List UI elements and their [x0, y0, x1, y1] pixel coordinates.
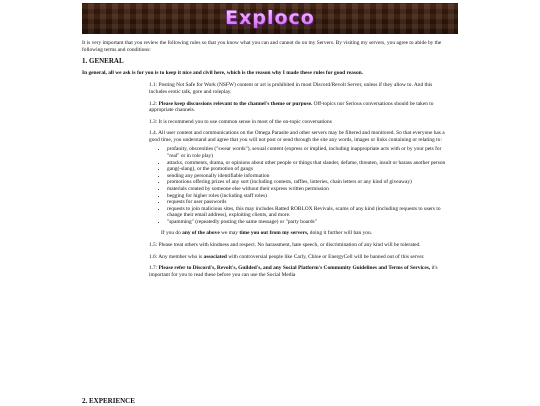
rule-1-2-prefix: 1.2: — [149, 100, 159, 107]
list-item: • sending any personally identifiable information — [167, 173, 449, 180]
list-item: • requests for user passwords — [167, 199, 449, 206]
rule-1-4: 1.4. All user content and communications on the Omega Parasite and other servers may be filtered and monitored. So that everyone has a good time, you understand and agree that you will not post or send through the site any words, images or links containing or relating to: — [149, 130, 445, 143]
rule-1-4-consequence — [161, 230, 449, 237]
banner-logo-title: Exploco — [225, 6, 315, 29]
rules-document — [82, 40, 458, 284]
rule-1-7-prefix: 1.7: — [149, 265, 159, 272]
list-item: • profanity, obscenities ("swear words"), sexual content (express or implied, including inappropriate acts with or by your pets for "real" or in role play) — [167, 146, 449, 159]
rule-1-7 — [149, 265, 449, 278]
rule-1-6-bold: associated — [203, 253, 227, 260]
rule-1-6 — [149, 254, 449, 261]
list-item: • attacks, comments, drama, or opinions about other people or things that slander, defame, threaten, insult or harass another person — [167, 160, 449, 167]
list-item: • begging for higher roles (including staff roles) — [167, 193, 449, 200]
intro-paragraph: It is very important that you review the following rules so that you know what you can and cannot do on my Servers. By visiting my servers, you agree to abide by the following terms and conditions: — [82, 40, 442, 53]
rule-1-2 — [149, 101, 449, 114]
rule-1-5: 1.5: Please treat others with kindness and respect. No harassment, hate speech, or discrimination of any kind will be tolerated. — [149, 242, 421, 249]
general-lead-text: In general, all we ask is for you is to keep it nice and civil here, which is the reason why I made these rules for good reason. — [82, 69, 364, 76]
rule-1-6-rest: with controversial people like Carly, Chloe or EnergyCell will be banned out of this server. — [226, 253, 425, 260]
rule-1-2-rest: Off-topics nor Serious conversations should be taken to appropriate channels. — [149, 100, 434, 114]
note-bold-2: time you out from my servers, — [239, 229, 309, 236]
rule-1-7-rest: it's important for you to read these before you can use the Social Media — [149, 265, 438, 278]
prohibited-content-list — [149, 146, 449, 225]
note-bold-1: any of the above — [182, 229, 220, 236]
list-item: • promotions offering prizes of any sort (including contests, raffles, lotteries, chain letters or any kind of giveaway) — [167, 179, 449, 186]
list-item: • materials created by someone else without their express written permission — [167, 186, 449, 193]
rule-1-3: 1.3: It is recommend you to use common sense in most of the on-topic conversations — [149, 118, 332, 125]
note-prefix: If you do — [161, 229, 183, 236]
list-item: • "spamming" (repeatedly posting the same message) or "party boards" — [167, 219, 449, 226]
note-mid: we may — [219, 229, 240, 236]
list-item: • gang(-slang), or the promotion of gangs — [167, 166, 449, 173]
rule-1-7-bold: Please refer to Discord's, Revolt's, Guilded's, and any Social Platform's Community Guidelines and Terms of Services, — [158, 265, 431, 272]
rule-1-1: 1.1: Posting Not Safe for Work (NSFW) content or art is prohibited in most Discord/Revolt Server, unless if they allow to. And this includes erotic talk, gore and roleplay. — [149, 82, 433, 95]
section-heading-general: 1. GENERAL — [82, 57, 124, 66]
section-heading-experience: 2. EXPERIENCE — [82, 397, 135, 405]
list-item: • requests to join malicious sites, this may includes Ratted ROBLOX Revivals, scams of any kind (including requests to users to change their email address), exploiting clients, and more. — [167, 206, 449, 219]
note-rest: doing it further will ban you. — [308, 229, 373, 236]
rule-1-6-prefix: 1.6: Any member who is — [149, 253, 204, 260]
header-banner — [82, 3, 458, 34]
general-rules — [149, 82, 449, 278]
rule-1-2-bold: Please keep discussions relevant to the channel's theme or purpose. — [158, 100, 313, 107]
